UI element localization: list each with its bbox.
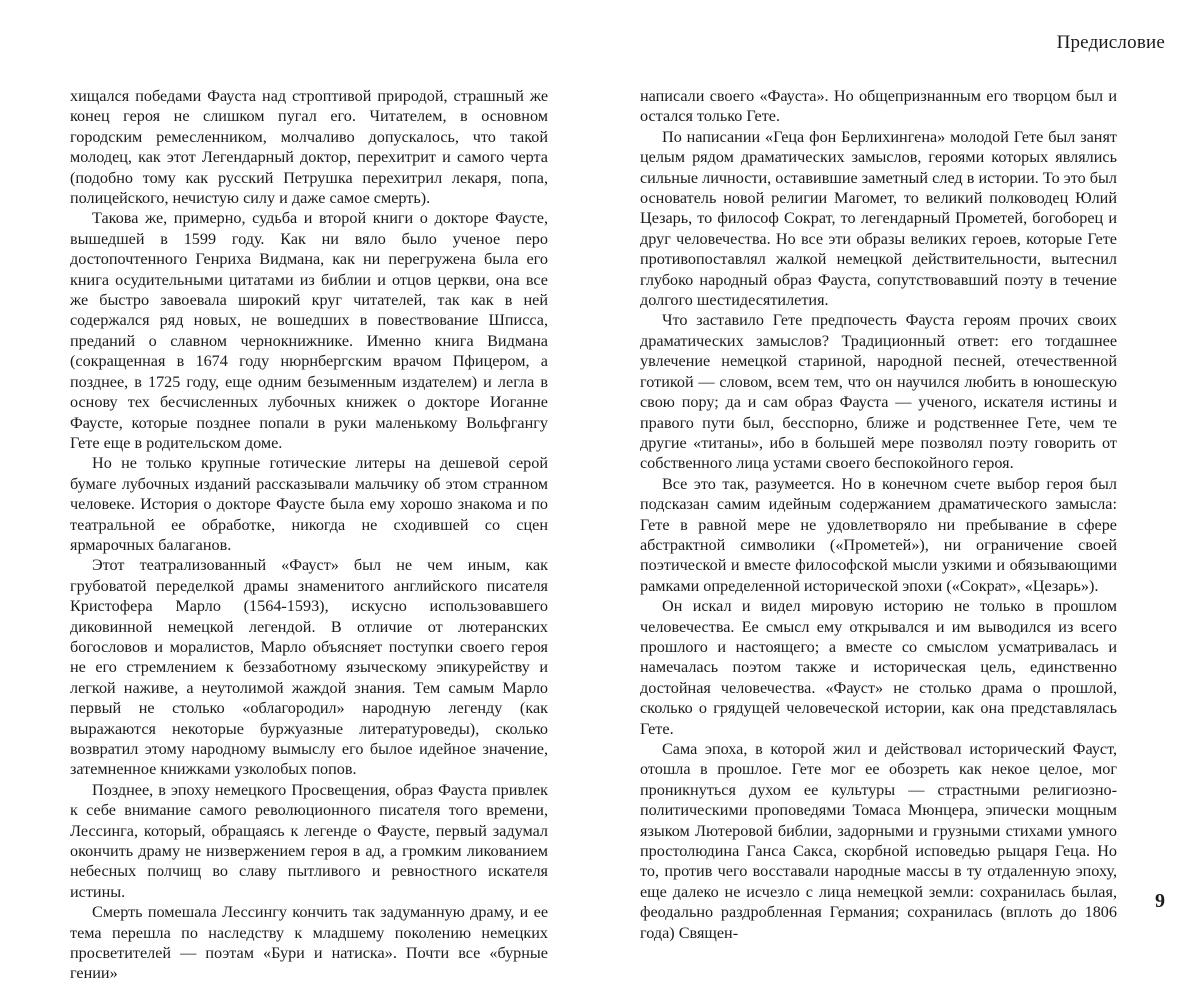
paragraph: Смерть помешала Лессингу кончить так задуманную драму, и ее тема перешла по наследству к младшему поколению немецких просветителей — поэтам «Бури и натиска». Почти все «бурные гении» xyxy=(70,903,548,983)
page-number: 9 xyxy=(1155,890,1165,912)
paragraph: Он искал и видел мировую историю не только в прошлом человечества. Ее смысл ему открывался и им выводился из всего прошлого и настоящего; а вместе со смыслом усматривалась и намечалась поэтом также и историческая цель, единственно достойная человечества. «Фауст» не столько драма о прошлой, сколько о грядущей человеческой истории, как она представлялась Гете. xyxy=(640,597,1117,738)
left-text-column xyxy=(70,86,548,984)
paragraph: написали своего «Фауста». Но общепризнанным его творцом был и остался только Гете. xyxy=(640,87,1117,126)
paragraph: Такова же, примерно, судьба и второй книги о докторе Фаусте, вышедшей в 1599 году. Как ни вяло было ученое перо достопочтенного Генриха Видмана, как ни перегружена была его книга осудительными цитатами из библии и отцов церкви, она все же быстро завоевала широкий круг читателей, так как в ней содержался ряд новых, не вошедших в повествование Шписса, преданий о славном чернокнижнике. Именно книга Видмана (сокращенная в 1674 году нюрнбергским врачом Пфицером, а позднее, в 1725 году, еще одним безыменным издателем) и легла в основу тех бесчисленных лубочных книжек о докторе Иоганне Фаусте, которые позднее попали в руки маленькому Вольфгангу Гете еще в родительском доме. xyxy=(70,209,548,452)
paragraph: Все это так, разумеется. Но в конечном счете выбор героя был подсказан самим идейным содержанием драматического замысла: Гете в равной мере не удовлетворяло ни пребывание в сфере абстрактной символики («Прометей»), ни ограничение своей поэтической и вместе философской мысли узкими и обязывающими рамками определенной исторической эпохи («Сократ», «Цезарь»). xyxy=(640,474,1117,595)
paragraph: Этот театрализованный «Фауст» был не чем иным, как грубоватой переделкой драмы знаменитого английского писателя Кристофера Марло (1564-1593), искусно использовавшего диковинной немецкой легендой. В отличие от лютеранских богословов и моралистов, Марло объясняет поступки своего героя не его стремлением к беззаботному языческому эпикурейству и легкой наживе, а неутолимой жаждой знания. Тем самым Марло первый не столько «облагородил» народную легенду (как выражаются некоторые буржуазные литературоведы), сколько возвратил этому народному вымыслу его былое идейное значение, затемненное книжками узколобых попов. xyxy=(70,556,548,779)
paragraph: Но не только крупные готические литеры на дешевой серой бумаге лубочных изданий рассказывали мальчику об этом странном человеке. История о докторе Фаусте была ему хорошо знакома и по театральной ее обработке, никогда не сходившей со сцен ярмарочных балаганов. xyxy=(70,454,548,554)
paragraph: Позднее, в эпоху немецкого Просвещения, образ Фауста привлек к себе внимание самого революционного писателя того времени, Лессинга, который, обращаясь к легенде о Фаусте, первый задумал окончить драму не низвержением героя в ад, а громким ликованием небесных полчищ во славу пытливого и ревностного искателя истины. xyxy=(70,780,548,901)
paragraph: хищался победами Фауста над строптивой природой, страшный же конец героя не слишком пугал его. Читателем, в основном городским ремесленником, молчаливо допускалось, что такой молодец, как этот Легендарный доктор, перехитрит и самого черта (подобно тому как русский Петрушка перехитрил лекаря, попа, полицейского, нечистую силу и даже самое смерть). xyxy=(70,87,548,208)
running-head-title: Предисловие xyxy=(1056,32,1165,53)
paragraph: Что заставило Гете предпочесть Фауста героям прочих своих драматических замыслов? Традиционный ответ: его тогдашнее увлечение немецкой стариной, народной песней, отечественной готикой — словом, всем тем, что он научился любить в юношескую свою пору; да и сам образ Фауста — ученого, искателя истины и правого пути был, бесспорно, ближе и родственнее Гете, чем те другие «титаны», ибо в большей мере позволял поэту говорить от собственного лица устами своего беспокойного героя. xyxy=(640,311,1117,473)
paragraph: Сама эпоха, в которой жил и действовал исторический Фауст, отошла в прошлое. Гете мог ее обозреть как некое целое, мог проникнуться духом ее культуры — страстными религиозно-политическими проповедями Томаса Мюнцера, эпически мощным языком Лютеровой библии, задорными и грузными стихами умного простолюдина Ганса Сакса, скорбной исповедью рыцаря Геца. Но то, против чего восставали народные массы в ту отдаленную эпоху, еще далеко не исчезло с лица немецкой земли: сохранилась былая, феодально раздробленная Германия; сохранилась (вплоть до 1806 года) Священ- xyxy=(640,740,1117,942)
paragraph: По написании «Геца фон Берлихингена» молодой Гете был занят целым рядом драматических замыслов, героями которых являлись сильные личности, оставившие заметный след в истории. То это был основатель новой религии Магомет, то великий полководец Юлий Цезарь, то философ Сократ, то легендарный Прометей, богоборец и друг человечества. Но все эти образы великих героев, которые Гете противопоставлял жалкой немецкой действительности, вытеснил глубоко народный образ Фауста, сопутствовавший поэту в течение долгого шестидесятилетия. xyxy=(640,127,1117,310)
right-text-column xyxy=(640,86,1117,943)
